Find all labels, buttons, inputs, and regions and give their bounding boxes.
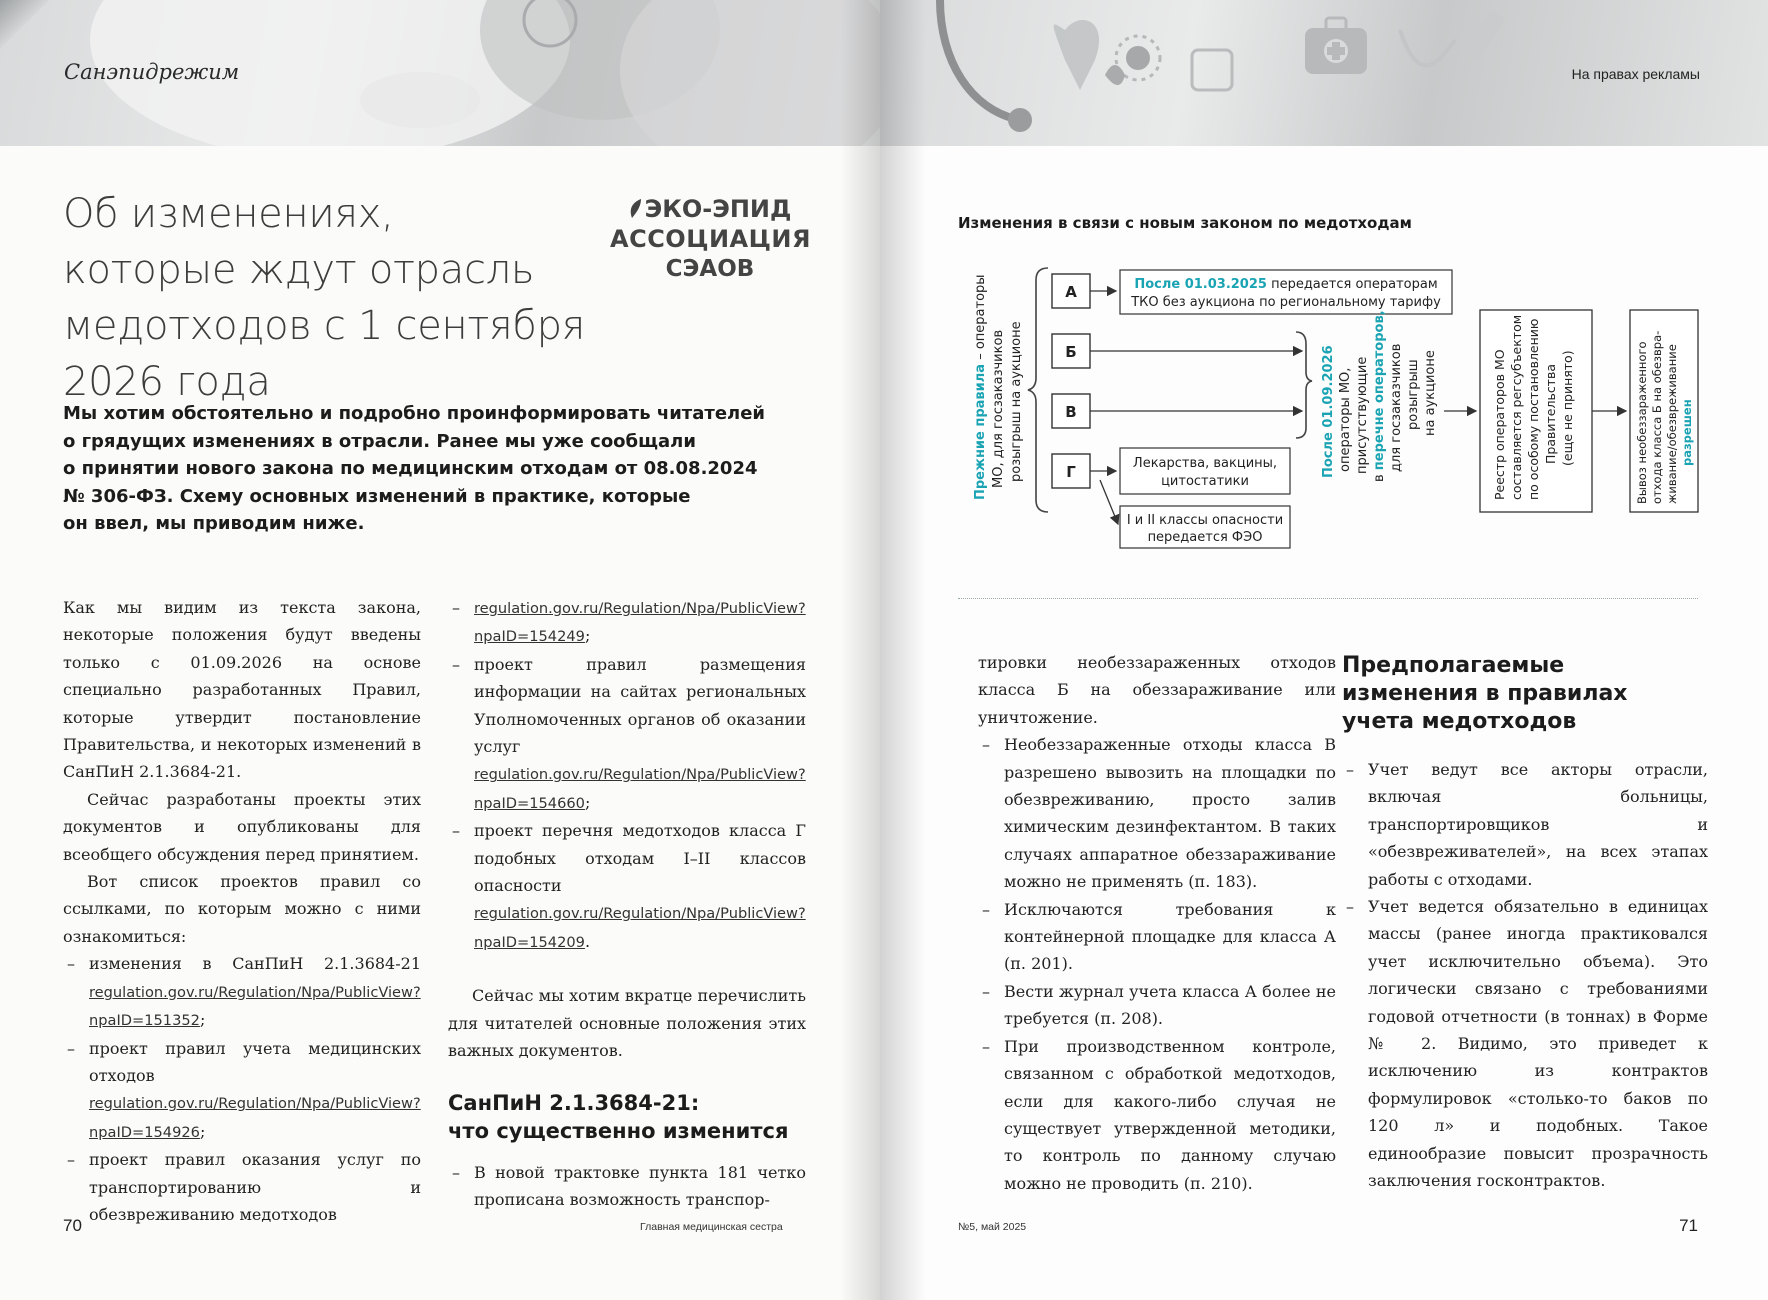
list-item: – проект правил размещения информации на сайтах региональных Уполномоченных органов об оказании услуг regulation.gov.ru/Regulation/Npa/PublicView?npaID=154660; (448, 651, 806, 817)
project-list (63, 950, 421, 1228)
list-item: – Исключаются требования к контейнерной площадке для класса А (п. 201). (978, 896, 1336, 978)
svg-text:Вывоз необеззараженного: Вывоз необеззараженного (1635, 341, 1649, 504)
svg-text:присутствующие: присутствующие (1355, 356, 1370, 474)
left-page (0, 0, 880, 1300)
header-banner (0, 0, 880, 146)
logo-line: СЭАОВ (665, 256, 755, 282)
svg-text:операторы МО,: операторы МО, (1338, 367, 1353, 472)
changes-list (448, 1159, 806, 1214)
eco-epid-logo (610, 194, 810, 284)
old-rules-label: МО, для госзаказчиков (991, 329, 1006, 488)
paragraph-continued: тировки необеззараженных отходов класса Б на обеззараживание или уничтожение. (978, 653, 1336, 727)
text-column-2 (448, 594, 806, 1213)
title-line: медотходов с 1 сентября 2026 года (63, 303, 586, 405)
svg-text:Правительства: Правительства (1543, 364, 1558, 464)
g-box-text: Лекарства, вакцины, (1132, 456, 1278, 471)
right-page (880, 0, 1768, 1300)
list-item: – проект правил оказания услуг по транспортированию и обезвреживанию медотходов (63, 1146, 421, 1228)
advertising-label: На правах рекламы (1571, 66, 1700, 82)
svg-text:на аукционе: на аукционе (1423, 350, 1438, 436)
old-rules-label: розыгрыш на аукционе (1009, 321, 1024, 482)
section-heading: Предполагаемые изменения в правилах учета медотходов (1342, 653, 1628, 734)
class-a-box: А (1065, 283, 1077, 301)
diagram-title: Изменения в связи с новым законом по медотходам (958, 214, 1412, 232)
page-number: 71 (1679, 1216, 1698, 1235)
regulation-link[interactable]: regulation.gov.ru/Regulation/Npa/PublicView?npaID=154249 (474, 600, 806, 646)
regulation-link[interactable]: regulation.gov.ru/Regulation/Npa/PublicView?npaID=154926 (89, 1095, 421, 1141)
section-heading: СанПиН 2.1.3684-21: что существенно изменится (448, 1090, 789, 1143)
list-item: – Необеззараженные отходы класса В разрешено вывозить на площадки по обезвреживанию, просто залив химическим дезинфектантом. В таких случаях аппаратное обеззараживание можно не применять (п. 183). (978, 731, 1336, 895)
title-line: Об изменениях, (63, 191, 394, 237)
list-item: – изменения в СанПиН 2.1.3684-21 regulation.gov.ru/Regulation/Npa/PublicView?npaID=151352; (63, 950, 421, 1034)
leaf-icon (629, 198, 643, 220)
text-column-4 (1342, 652, 1708, 1195)
accounting-changes-list (1342, 756, 1708, 1195)
svg-text:для госзаказчиков: для госзаказчиков (1389, 343, 1404, 472)
list-item-continued: – regulation.gov.ru/Regulation/Npa/PublicView?npaID=154249; (448, 594, 806, 651)
svg-text:(еще не принято): (еще не принято) (1560, 350, 1575, 466)
list-item: – Учет ведут все акторы отрасли, включая больницы, транспортировщиков и «обезвреживателей», на всех этапах работы с отходами. (1342, 756, 1708, 893)
paragraph: Сейчас разработаны проекты этих документов и опубликованы для всеобщего обсуждения перед принятием. (63, 789, 421, 864)
text-column-3 (978, 649, 1336, 1197)
logo-line: ЭКО-ЭПИД (644, 195, 792, 223)
title-line: которые ждут отрасль (63, 247, 535, 293)
class-g-box: Г (1066, 463, 1076, 481)
svg-text:составляется регсубъектом: составляется регсубъектом (1509, 314, 1524, 500)
after-2026-block (1321, 310, 1438, 482)
list-item: – проект перечня медотходов класса Г подобных отходам I–II классов опасности regulation.gov.ru/Regulation/Npa/PublicView?npaID=154209. (448, 817, 806, 956)
logo-line: АССОЦИАЦИЯ (610, 225, 811, 253)
list-item: – В новой трактовке пункта 181 четко прописана возможность транспор- (448, 1159, 806, 1214)
regulation-link[interactable]: regulation.gov.ru/Regulation/Npa/PublicView?npaID=154209 (474, 905, 806, 951)
regulation-link[interactable]: regulation.gov.ru/Regulation/Npa/PublicView?npaID=154660 (474, 766, 806, 812)
svg-text:живание/обезвреживание: живание/обезвреживание (1665, 344, 1679, 504)
list-item: – Вести журнал учета класса А более не требуется (п. 208). (978, 978, 1336, 1033)
lead-paragraph: Мы хотим обстоятельно и подробно проинформировать читателей о грядущих изменениях в отрасли. Ранее мы уже сообщали о принятии нового закона по медицинским отходам от 08.08.2024 № 306-ФЗ. Схему основных изменений в практике, которые он ввел, мы приводим ниже. (63, 403, 766, 535)
page-number: 70 (63, 1216, 82, 1235)
paragraph: Как мы видим из текста закона, некоторые положения будут введены только с 01.09.2026 на основе специально разработанных Правил, которые утвердит постановление Правительства, и некоторых изменений в СанПиН 2.1.3684-21. (63, 598, 421, 782)
divider (958, 598, 1698, 599)
a-box-text: ТКО без аукциона по региональному тарифу (1131, 295, 1441, 310)
changes-list (978, 731, 1336, 1197)
page-curl-corner (0, 0, 50, 50)
article-title (63, 186, 623, 410)
svg-text:Реестр операторов МО: Реестр операторов МО (1492, 349, 1507, 500)
paragraph: Вот список проектов правил со ссылками, по которым можно с ними ознакомиться: (63, 872, 421, 946)
g-box2-text: I и II классы опасности (1126, 513, 1284, 528)
svg-text:розыгрыш: розыгрыш (1406, 359, 1421, 430)
footer-journal: Главная медицинская сестра (640, 1221, 783, 1233)
footer-issue: №5, май 2025 (958, 1221, 1027, 1233)
g-box-text: цитостатики (1161, 474, 1249, 489)
old-rules-label: Прежние правила – операторы (973, 274, 988, 500)
svg-text:После 01.09.2026: После 01.09.2026 (1321, 345, 1336, 478)
list-item: – При производственном контроле, связанном с обработкой медотходов, если для какого-либо случая не существует утвержденной методики, то контроль по данному случаю можно не проводить (п. 210). (978, 1033, 1336, 1197)
project-list-cont (448, 594, 806, 956)
regulation-link[interactable]: regulation.gov.ru/Regulation/Npa/PublicView?npaID=151352 (89, 983, 421, 1030)
section-header: Санэпидрежим (64, 60, 240, 84)
a-box-text: После 01.03.2025 передается операторам (1134, 277, 1438, 292)
list-item: – проект правил учета медицинских отходов regulation.gov.ru/Regulation/Npa/PublicView?npaID=154926; (63, 1035, 421, 1147)
header-banner (880, 0, 1768, 146)
g-box2-text: передается ФЭО (1147, 530, 1263, 545)
svg-text:разрешен: разрешен (1680, 399, 1694, 466)
changes-diagram (940, 250, 1700, 570)
list-item: – Учет ведется обязательно в единицах массы (ранее иногда практиковался учет исключительно объема). Это логически связано с требованиями годовой отчетности (в тоннах) в Форме № 2. Видимо, это приведет к исключению из контрактов формулировок «столько-то баков по 120 л» и подобных. Такое единообразие повысит прозрачность заключения госконтрактов. (1342, 893, 1708, 1194)
text-column-1 (63, 594, 421, 1228)
class-b-box: Б (1065, 343, 1077, 361)
svg-text:отхода класса Б на обезвра-: отхода класса Б на обезвра- (1650, 330, 1664, 504)
svg-text:по особому постановлению: по особому постановлению (1526, 318, 1541, 500)
class-v-box: В (1065, 403, 1077, 421)
paragraph: Сейчас мы хотим вкратце перечислить для читателей основные положения этих важных документов. (448, 986, 806, 1061)
svg-text:в перечне операторов,: в перечне операторов, (1372, 310, 1387, 482)
